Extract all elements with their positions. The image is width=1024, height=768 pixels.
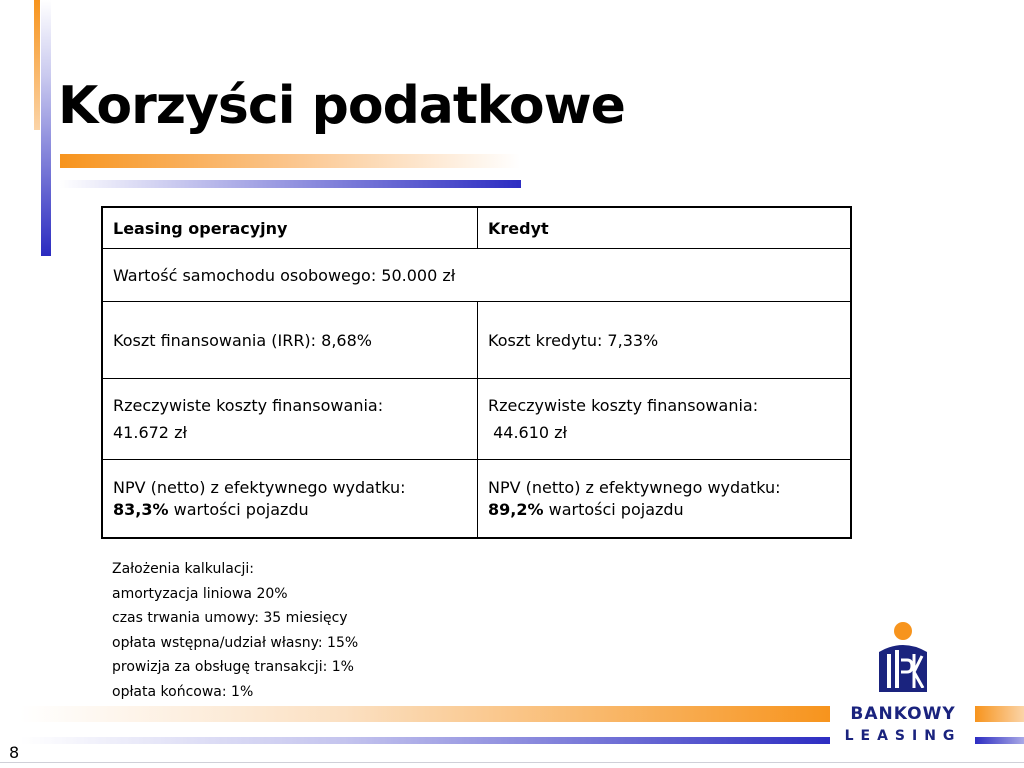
real-cost-value: 44.610 zł — [488, 423, 568, 442]
notes-heading: Założenia kalkulacji: — [112, 561, 255, 577]
table-row — [102, 460, 851, 539]
real-cost-value: 41.672 zł — [113, 423, 188, 442]
vehicle-value-cell: Wartość samochodu osobowego: 50.000 zł — [102, 249, 851, 302]
header-kredyt: Kredyt — [478, 207, 852, 249]
footer-stripe-orange-right — [975, 706, 1024, 722]
npv-suffix: wartości pojazdu — [543, 499, 684, 519]
table-row — [102, 379, 851, 460]
leasing-npv-cell — [102, 460, 478, 539]
npv-value-line — [113, 499, 467, 521]
comparison-table — [101, 206, 852, 539]
title-underline-blue — [60, 180, 521, 188]
credit-real-cost-cell — [478, 379, 852, 460]
npv-percent: 83,3% — [113, 499, 169, 519]
npv-suffix: wartości pojazdu — [168, 499, 309, 519]
leasing-cost-cell: Koszt finansowania (IRR): 8,68% — [102, 302, 478, 379]
credit-cost-cell: Koszt kredytu: 7,33% — [478, 302, 852, 379]
page-number: 8 — [9, 743, 20, 762]
bankowy-leasing-logo — [834, 618, 972, 748]
calculation-assumptions — [112, 557, 358, 704]
logo-text-leasing: LEASING — [844, 728, 962, 744]
pko-logo-icon — [874, 620, 932, 700]
table-row — [102, 302, 851, 379]
list-item: czas trwania umowy: 35 miesięcy — [112, 610, 348, 626]
real-cost-label: Rzeczywiste koszty finansowania: — [113, 396, 384, 415]
list-item: amortyzacja liniowa 20% — [112, 585, 288, 602]
title-underline-orange — [60, 154, 520, 168]
leasing-real-cost-cell — [102, 379, 478, 460]
real-cost-label: Rzeczywiste koszty finansowania: — [488, 396, 759, 415]
footer-divider — [0, 762, 1024, 763]
footer-stripe-orange — [20, 706, 830, 722]
logo-text-bankowy: BANKOWY — [850, 704, 956, 724]
npv-label: NPV (netto) z efektywnego wydatku: — [113, 477, 406, 497]
npv-label: NPV (netto) z efektywnego wydatku: — [488, 477, 781, 497]
npv-percent: 89,2% — [488, 499, 544, 519]
decorative-vertical-blue-bar — [41, 0, 51, 256]
list-item: prowizja za obsługę transakcji: 1% — [112, 659, 354, 675]
credit-npv-cell — [478, 460, 852, 539]
decorative-vertical-orange-bar — [34, 0, 40, 130]
list-item: opłata wstępna/udział własny: 15% — [112, 634, 359, 651]
table-row — [102, 249, 851, 302]
slide-title: Korzyści podatkowe — [58, 76, 625, 136]
footer-stripe-blue — [20, 737, 830, 744]
header-leasing: Leasing operacyjny — [102, 207, 478, 249]
list-item: opłata końcowa: 1% — [112, 683, 254, 700]
footer-stripe-blue-right — [975, 737, 1024, 744]
table-header-row — [102, 207, 851, 249]
npv-value-line — [488, 499, 840, 521]
